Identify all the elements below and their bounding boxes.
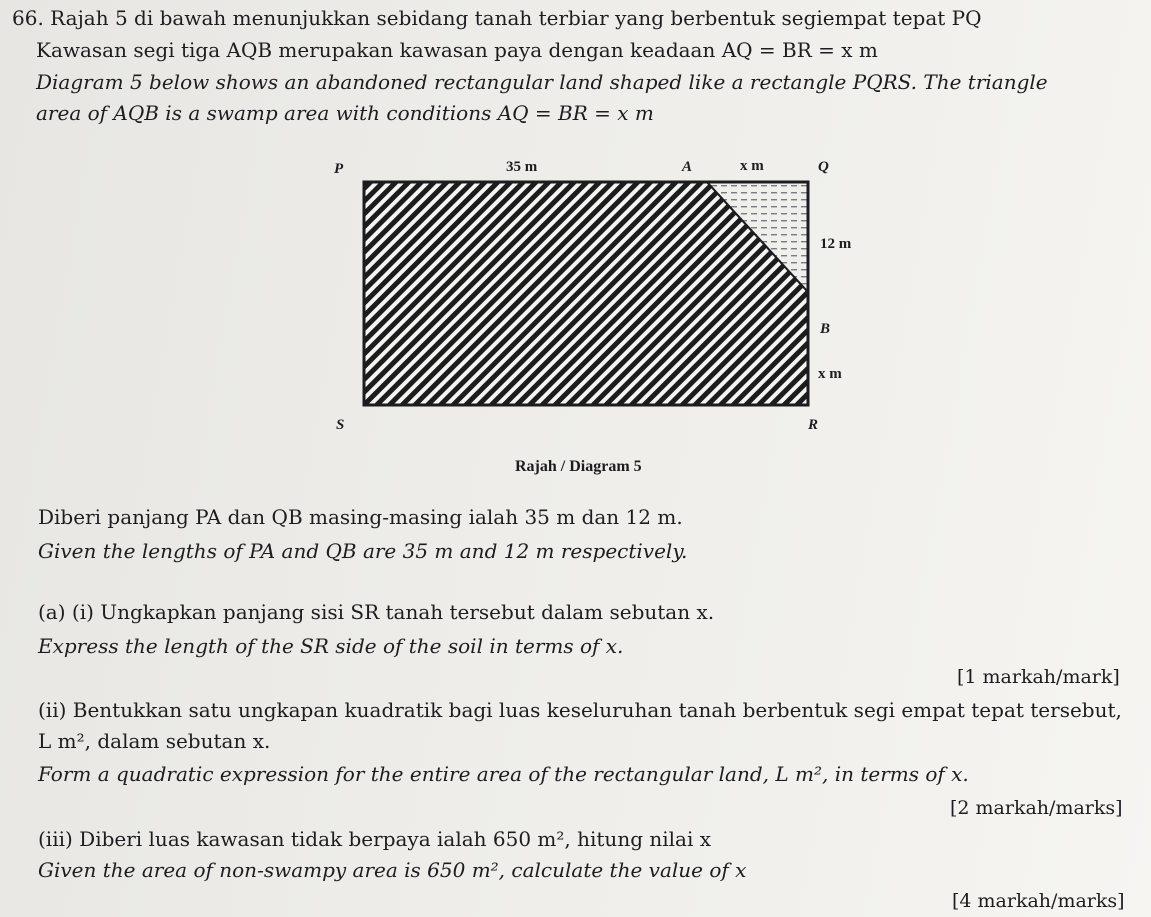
- question-malay-line: Kawasan segi tiga AQB merupakan kawasan paya dengan keadaan AQ = BR = x m: [36, 38, 878, 62]
- label-B: B: [820, 321, 831, 337]
- part-a-ii-marks: [2 markah/marks]: [950, 797, 1123, 819]
- label-A: A: [682, 159, 693, 175]
- part-a-ii-malay-line-1: (ii) Bentukkan satu ungkapan kuadratik bagi luas keseluruhan tanah berbentuk segi empat tepat tersebut,: [38, 698, 1122, 722]
- part-a-i-english: Express the length of the SR side of the soil in terms of x.: [38, 634, 624, 658]
- part-a-i-marks: [1 markah/mark]: [957, 666, 1120, 688]
- diagram-5: [320, 140, 880, 460]
- label-Q: Q: [818, 159, 829, 175]
- part-a-iii-marks: [4 markah/marks]: [952, 890, 1125, 912]
- label-aq-length: x m: [740, 158, 764, 174]
- question-header: 66. Rajah 5 di bawah menunjukkan sebidang tanah terbiar yang berbentuk segiempat tepat PQ: [12, 6, 982, 30]
- label-R: R: [808, 417, 819, 433]
- given-english: Given the lengths of PA and QB are 35 m and 12 m respectively.: [38, 539, 688, 563]
- diagram-caption: Rajah / Diagram 5: [515, 458, 642, 475]
- label-qb-length: 12 m: [820, 236, 852, 252]
- part-a-i-malay: (a) (i) Ungkapkan panjang sisi SR tanah tersebut dalam sebutan x.: [38, 600, 715, 624]
- label-S: S: [336, 417, 345, 433]
- given-malay: Diberi panjang PA dan QB masing-masing ialah 35 m dan 12 m.: [38, 505, 683, 529]
- label-pa-length: 35 m: [506, 159, 538, 175]
- part-a-ii-english: Form a quadratic expression for the entire area of the rectangular land, L m², in terms of x.: [38, 762, 969, 786]
- question-english-line-1: Diagram 5 below shows an abandoned rectangular land shaped like a rectangle PQRS. The triangle: [36, 70, 1048, 94]
- part-a-ii-malay-line-2: L m², dalam sebutan x.: [38, 729, 271, 753]
- part-a-iii-english: Given the area of non-swampy area is 650 m², calculate the value of x: [38, 858, 747, 882]
- label-P: P: [334, 161, 344, 177]
- label-br-length: x m: [818, 366, 842, 382]
- part-a-iii-malay: (iii) Diberi luas kawasan tidak berpaya ialah 650 m², hitung nilai x: [38, 827, 711, 851]
- question-english-line-2: area of AQB is a swamp area with conditions AQ = BR = x m: [36, 101, 654, 125]
